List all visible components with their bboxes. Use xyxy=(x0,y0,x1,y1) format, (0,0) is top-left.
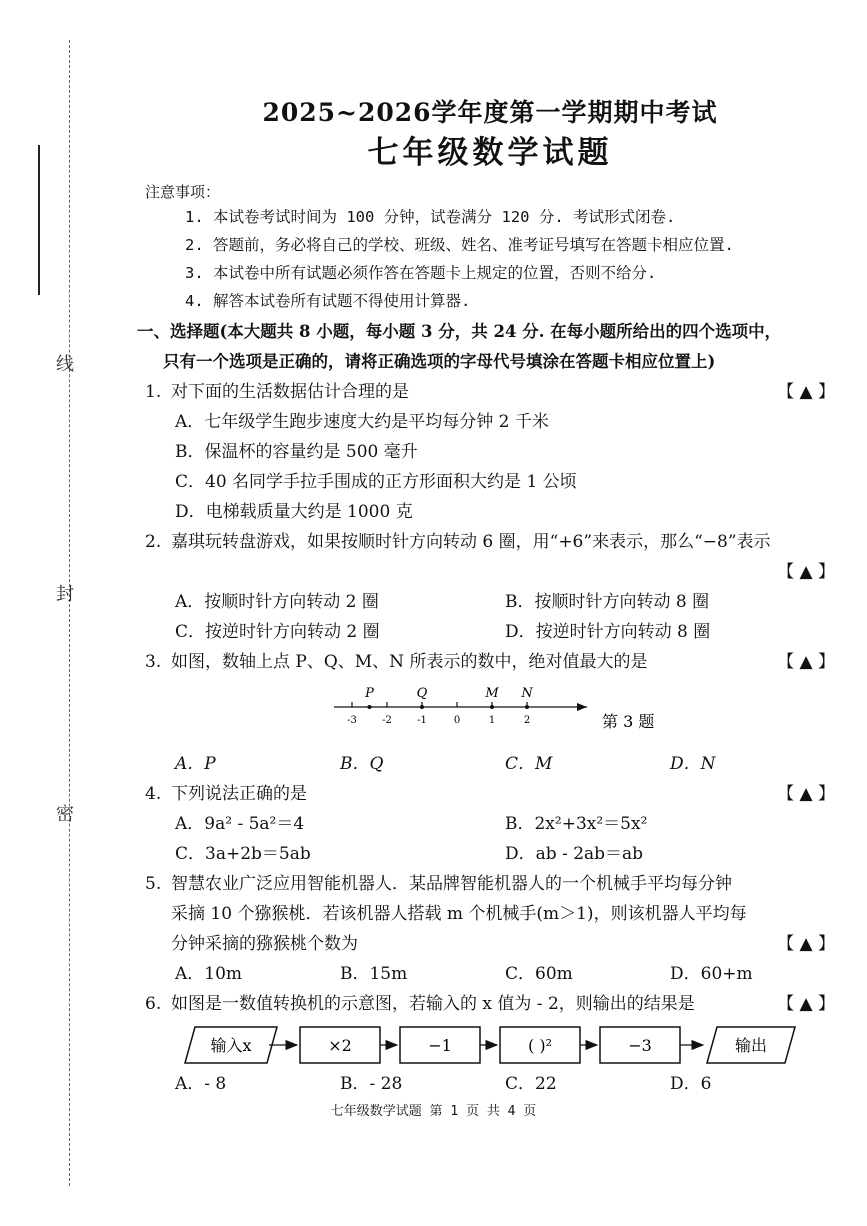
question-number: 6. xyxy=(145,994,162,1014)
number-line-tick-label: 1 xyxy=(488,715,496,726)
options-grid xyxy=(145,809,835,869)
question-stem: 如图，数轴上点 P、Q、M、N 所表示的数中，绝对值最大的是 xyxy=(171,652,648,672)
number-line-arrowhead xyxy=(577,703,587,711)
question-number: 3. xyxy=(145,652,162,672)
answer-mark: 【 ▲ 】 xyxy=(777,994,835,1014)
option-a: A．- 8 xyxy=(175,1074,227,1094)
option-c: C．60m xyxy=(505,964,573,984)
margin-char-xian: 线 xyxy=(56,354,74,375)
binding-dashed-line xyxy=(69,40,70,1186)
option-b: B．Q xyxy=(340,754,384,774)
margin-char-mi: 密 xyxy=(56,804,74,825)
answer-mark: 【 ▲ 】 xyxy=(777,562,835,582)
notice-heading: 注意事项： xyxy=(145,183,221,201)
option-b: B．15m xyxy=(340,964,408,984)
question-number: 1. xyxy=(145,382,162,402)
question-stem: 嘉琪玩转盘游戏，如果按顺时针方向转动 6 圈，用“+6”来表示，那么“−8”表示 xyxy=(171,532,771,552)
notice-item: 4. 解答本试卷所有试题不得使用计算器. xyxy=(185,292,471,310)
question-3 xyxy=(145,647,835,677)
question-4 xyxy=(145,779,835,809)
answer-mark: 【 ▲ 】 xyxy=(777,784,835,804)
option-c: C．3a+2b＝5ab xyxy=(175,844,311,864)
option-a: A．七年级学生跑步速度大约是平均每分钟 2 千米 xyxy=(175,412,549,432)
section-heading xyxy=(137,317,835,377)
answer-mark: 【 ▲ 】 xyxy=(777,652,835,672)
options-grid xyxy=(145,959,835,989)
option-a: A．按顺时针方向转动 2 圈 xyxy=(175,592,379,612)
number-line-tick-label: -3 xyxy=(347,715,357,726)
question-stem: 智慧农业广泛应用智能机器人．某品牌智能机器人的一个机械手平均每分钟采摘 10 个猕猴桃．若该机器人搭载 m 个机械手(m＞1)，则该机器人平均每分钟采摘的猕猴桃个数为 xyxy=(171,874,747,954)
option-d: D．ab - 2ab＝ab xyxy=(505,844,644,864)
option-c: C．22 xyxy=(505,1074,557,1094)
answer-mark: 【 ▲ 】 xyxy=(777,934,835,954)
number-line-point xyxy=(490,705,494,709)
number-line-figure xyxy=(145,677,835,749)
option-a: A．9a² - 5a²＝4 xyxy=(175,814,305,834)
flow-diagram xyxy=(145,1023,835,1067)
binding-solid-line xyxy=(38,145,40,295)
question-1 xyxy=(145,377,835,407)
question-number: 5. xyxy=(145,874,162,894)
step-label: −3 xyxy=(628,1036,652,1055)
option-a: A．10m xyxy=(175,964,243,984)
exam-subtitle: 七年级数学试题 xyxy=(367,135,613,171)
option-c: C．40 名同学手拉手围成的正方形面积大约是 1 公顷 xyxy=(175,472,577,492)
page-footer: 七年级数学试题 第 1 页 共 4 页 xyxy=(330,1104,537,1119)
number-line-tick-label: 0 xyxy=(453,715,461,726)
option-b: B．保温杯的容量约是 500 毫升 xyxy=(175,442,418,462)
option-b: B．按顺时针方向转动 8 圈 xyxy=(505,592,710,612)
option-d: D．6 xyxy=(670,1074,712,1094)
number-line xyxy=(145,677,835,749)
section-line2: 只有一个选项是正确的，请将正确选项的字母代号填涂在答题卡相应位置上) xyxy=(163,352,716,371)
step-label: ×2 xyxy=(328,1036,352,1055)
question-number: 4. xyxy=(145,784,162,804)
option-d: D．60+m xyxy=(670,964,753,984)
option-d: D．按逆时针方向转动 8 圈 xyxy=(505,622,711,642)
number-line-tick-label: 2 xyxy=(523,715,531,726)
number-line-point xyxy=(368,705,372,709)
question-stem: 对下面的生活数据估计合理的是 xyxy=(171,382,409,402)
flow-input-label: 输入x xyxy=(210,1036,252,1055)
option-c: C．按逆时针方向转动 2 圈 xyxy=(175,622,380,642)
flow-output-label: 输出 xyxy=(734,1036,768,1055)
option-d: D．电梯载质量大约是 1000 克 xyxy=(175,502,413,522)
number-line-point xyxy=(525,705,529,709)
figure-caption: 第 3 题 xyxy=(602,712,655,731)
question-number: 2. xyxy=(145,532,162,552)
question-6 xyxy=(145,989,835,1019)
option-b: B．- 28 xyxy=(340,1074,403,1094)
answer-mark: 【 ▲ 】 xyxy=(777,382,835,402)
notice-item: 1. 本试卷考试时间为 100 分钟，试卷满分 120 分. 考试形式闭卷. xyxy=(185,208,676,226)
question-stem: 下列说法正确的是 xyxy=(171,784,307,804)
options-grid xyxy=(145,1069,835,1099)
options-grid xyxy=(145,749,835,779)
options-grid xyxy=(145,587,835,647)
number-line-point-label: Q xyxy=(416,686,428,701)
step-label: −1 xyxy=(428,1036,452,1055)
number-line-tick-label: -1 xyxy=(417,715,427,726)
number-line-point xyxy=(420,705,424,709)
option-a: A．P xyxy=(175,754,216,774)
section-line1: 一、选择题(本大题共 8 小题，每小题 3 分，共 24 分. 在每小题所给出的四个选项中， xyxy=(137,322,782,341)
step-label: ( )² xyxy=(528,1036,552,1055)
exam-page xyxy=(137,95,835,1099)
exam-title: 2025~2026学年度第一学期期中考试 xyxy=(262,98,718,127)
number-line-point-label: P xyxy=(365,686,374,701)
notice-item: 2. 答题前，务必将自己的学校、班级、姓名、准考证号填写在答题卡相应位置. xyxy=(185,236,734,254)
margin-char-feng: 封 xyxy=(56,584,74,605)
number-line-tick-label: -2 xyxy=(382,715,392,726)
option-c: C．M xyxy=(505,754,553,774)
notice-item: 3. 本试卷中所有试题必须作答在答题卡上规定的位置，否则不给分. xyxy=(185,264,657,282)
number-line-point-label: N xyxy=(521,686,533,701)
option-b: B．2x²+3x²＝5x² xyxy=(505,814,648,834)
question-stem: 如图是一数值转换机的示意图，若输入的 x 值为 - 2，则输出的结果是 xyxy=(171,994,695,1014)
question-5 xyxy=(145,869,835,959)
question-2 xyxy=(145,527,835,587)
number-line-point-label: M xyxy=(485,686,499,701)
option-d: D．N xyxy=(670,754,716,774)
flow-svg xyxy=(145,1023,835,1067)
